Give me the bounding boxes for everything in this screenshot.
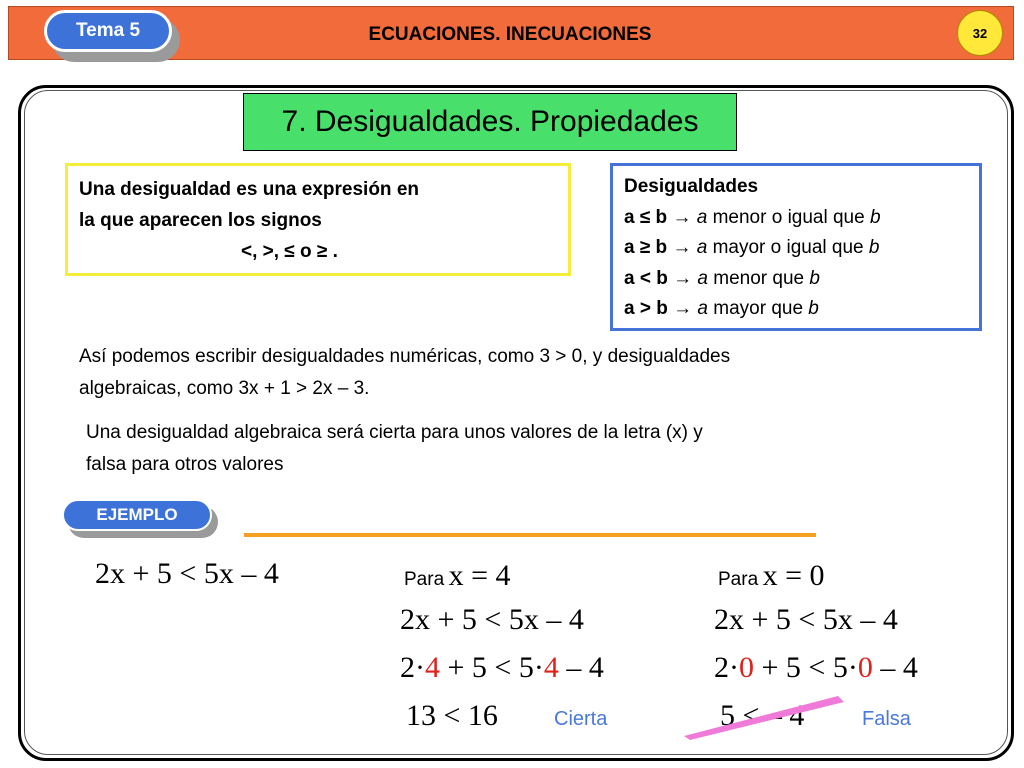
case-1-substitution: 2·4 + 5 < 5·4 – 4 [400, 651, 604, 684]
case-1-verdict: Cierta [554, 708, 608, 730]
strike-mark-icon [680, 694, 846, 742]
inequality-item: a ≤ b → a menor o igual que b [624, 206, 881, 228]
paragraph-2-line-1: Una desigualdad algebraica será cierta para unos valores de la letra (x) y [86, 422, 703, 443]
case-2-value: x = 0 [762, 559, 825, 592]
page-number-badge: 32 [957, 10, 1003, 56]
paragraph-algebraic-truth [86, 417, 703, 481]
slide-title: 7. Desigualdades. Propiedades [243, 93, 737, 151]
case-2-condition [718, 559, 825, 593]
case-2-result: 5 < – 4 [720, 699, 805, 732]
paragraph-numeric-algebraic [79, 341, 730, 405]
ejemplo-pill[interactable]: EJEMPLO [62, 499, 212, 531]
inequality-item: a < b → a menor que b [624, 267, 820, 289]
inequalities-box [610, 163, 982, 331]
case-2-verdict: Falsa [862, 708, 911, 730]
case-2-inequality: 2x + 5 < 5x – 4 [714, 603, 898, 636]
example-divider [244, 533, 816, 537]
paragraph-2-line-2: falsa para otros valores [86, 454, 284, 475]
inequalities-heading: Desigualdades [624, 176, 759, 197]
definition-line-1: Una desigualdad es una expresión en [79, 179, 419, 200]
definition-line-2: la que aparecen los signos [79, 210, 322, 231]
paragraph-1-line-1: Así podemos escribir desigualdades numéricas, como 3 > 0, y desigualdades [79, 346, 731, 367]
case-2-para-label: Para [718, 569, 759, 590]
header-title: ECUACIONES. INECUACIONES [368, 24, 652, 45]
paragraph-1-line-2: algebraicas, como 3x + 1 > 2x – 3. [79, 378, 370, 399]
inequality-item: a ≥ b → a mayor o igual que b [624, 237, 880, 258]
case-2-substitution: 2·0 + 5 < 5·0 – 4 [714, 651, 918, 684]
case-1-condition [404, 559, 511, 593]
case-1-value: x = 4 [448, 559, 511, 592]
tema-pill[interactable]: Tema 5 [44, 10, 172, 52]
case-1-inequality: 2x + 5 < 5x – 4 [400, 603, 584, 636]
inequality-item: a > b → a mayor que b [624, 298, 819, 319]
case-1-result: 13 < 16 [406, 699, 498, 732]
definition-line-3: <, >, ≤ o ≥ . [241, 241, 338, 262]
example-main-inequality: 2x + 5 < 5x – 4 [95, 557, 279, 590]
definition-box [65, 163, 571, 276]
case-1-para-label: Para [404, 569, 445, 590]
